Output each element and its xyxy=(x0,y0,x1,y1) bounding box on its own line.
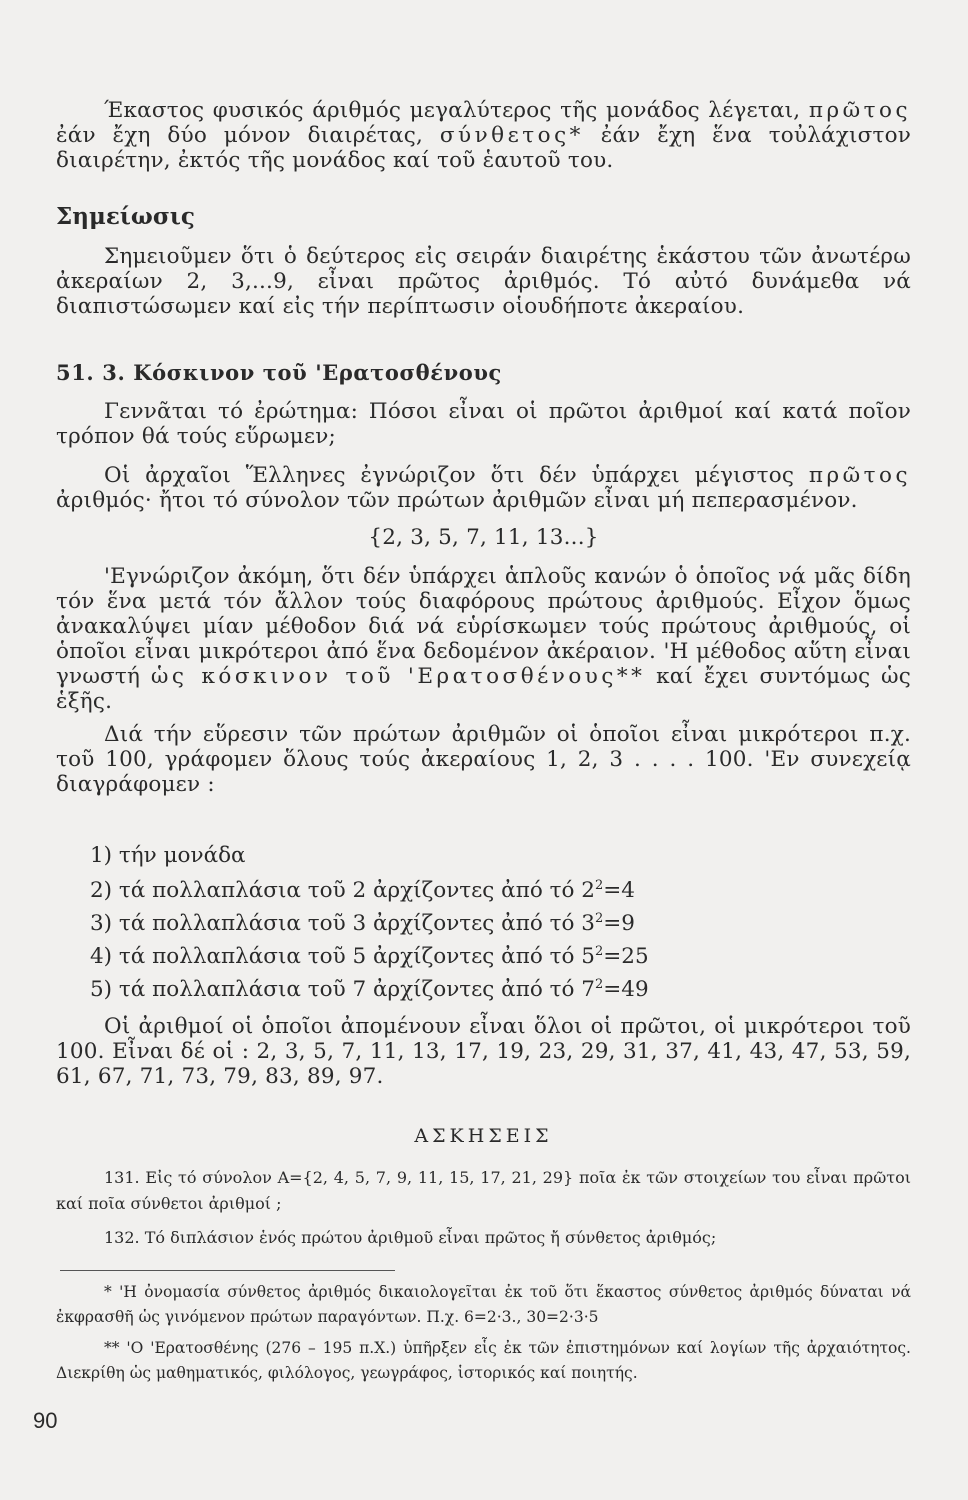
section-number: 51. 3. xyxy=(56,360,126,385)
step-item: 1) τήν μονάδα xyxy=(90,843,246,868)
section-paragraph-1: Γεννᾶται τό ἐρώτημα: Πόσοι εἶναι οἱ πρῶτοι ἀριθμοί καί κατά ποῖον τρόπον θά τούς εὕρωμεν; xyxy=(56,399,911,449)
exercises-heading: ΑΣΚΗΣΕΙΣ xyxy=(414,1125,553,1147)
section-title: Κόσκινον τοῦ 'Ερατοσθένους xyxy=(133,360,502,385)
section-paragraph-4: Διά τήν εὕρεσιν τῶν πρώτων ἀριθμῶν οἱ ὁποῖοι εἶναι μικρότεροι π.χ. τοῦ 100, γράφομεν ὅλους τούς ἀκεραίους 1, 2, 3 . . . . 100. 'Εν συνεχείᾳ διαγράφομεν : xyxy=(56,722,911,797)
p3-text-1: 'Εγνώριζον ἀκόμη, ὅτι δέν ὑπάρχει ἁπλοῦς κανών ὁ ὁποῖος νά μᾶς δίδη τόν ἕνα μετά τόν ἄλλον τούς διαφόρους πρώτους ἀριθμούς. Εἶχον ὅμως ἀνακαλύψει μίαν μέθοδον διά νά εὑρίσκωμεν τούς πρώτους ἀριθμούς, οἱ ὁποῖοι εἶναι μικρότεροι ἀπό ἕνα δεδομένον ἀκέραιον. 'Η μέθοδος αὕτη εἶναι γνωστή xyxy=(56,564,911,689)
step-item: 2) τά πολλαπλάσια τοῦ 2 ἀρχίζοντες ἀπό τό $2^2=4$ xyxy=(90,877,635,903)
section-paragraph-3 xyxy=(56,564,911,714)
exercises-block xyxy=(56,1124,911,1251)
note-heading: Σημείωσις xyxy=(56,203,195,230)
footnote-item: ** 'Ο 'Ερατοσθένης (276 – 195 π.Χ.) ὑπῆρξεν εἷς ἐκ τῶν ἐπιστημόνων καί λογίων τῆς ἀρχαιότητος. Διεκρίθη ὡς μαθηματικός, φιλόλογος, γεωγράφος, ἱστορικός καί ποιητής. xyxy=(56,1339,911,1382)
exercise-item: 131. Εἰς τό σύνολον Α={2, 4, 5, 7, 9, 11, 15, 17, 21, 29} ποῖα ἐκ τῶν στοιχείων του εἶναι πρῶτοι καί ποῖα σύνθετοι ἀριθμοί ; xyxy=(56,1168,911,1213)
section-paragraph-2 xyxy=(56,463,911,513)
p3-text-2: καί ἔχει συντόμως ὡς ἑξῆς. xyxy=(56,664,912,714)
section-heading xyxy=(56,360,911,385)
intro-text-1: Έκαστος φυσικός άριθμός μεγαλύτερος τῆς μονάδος λέγεται, xyxy=(104,98,809,123)
intro-text-2: ἐάν ἔχη δύο μόνον διαιρέτας, xyxy=(56,123,440,148)
p2-text-2: ἀριθμός· ἤτοι τό σύνολον τῶν πρώτων ἀριθμῶν εἶναι μή πεπερασμένον. xyxy=(56,488,858,513)
p2-term: πρῶτος xyxy=(808,463,911,488)
term-prime: πρῶτος xyxy=(808,98,911,123)
prime-set: {2, 3, 5, 7, 11, 13...} xyxy=(368,525,599,550)
step-item: 5) τά πολλαπλάσια τοῦ 7 ἀρχίζοντες ἀπό τό $7^2=49$ xyxy=(90,976,649,1002)
intro-paragraph xyxy=(56,98,911,173)
primes-result xyxy=(56,1014,911,1089)
note-text: Σημειοῦμεν ὅτι ὁ δεύτερος εἰς σειράν διαιρέτης ἑκάστου τῶν ἀνωτέρω ἀκεραίων 2, 3,...9, εἶναι πρῶτος ἀριθμός. Τό αὐτό δυνάμεθα νά διαπιστώσωμεν καί εἰς τήν περίπτωσιν οἱουδήποτε ἀκεραίου. xyxy=(56,244,911,319)
section-51-3 xyxy=(56,360,911,797)
footnote-item: * 'Η ὀνομασία σύνθετος ἀριθμός δικαιολογεῖται ἐκ τοῦ ὅτι ἕκαστος σύνθετος ἀριθμός δύναται νά ἐκφρασθῆ ὡς γινόμενον πρώτων παραγόντων. Π.χ. 6=2·3., 30=2·3·5 xyxy=(56,1283,911,1326)
term-composite: σύνθετος* xyxy=(439,123,584,148)
intro-text-3: ἐάν ἔχη ἕνα τοὐλάχιστον διαιρέτην, ἐκτός τῆς μονάδος καί τοῦ ἑαυτοῦ του. xyxy=(56,123,911,173)
footnotes-block xyxy=(56,1280,911,1386)
note-block xyxy=(56,203,911,319)
page-number: 90 xyxy=(33,1408,58,1433)
primes-paragraph: Οἱ ἀριθμοί οἱ ὁποῖοι ἀπομένουν εἶναι ὅλοι οἱ πρῶτοι, οἱ μικρότεροι τοῦ 100. Εἶναι δέ οἱ : 2, 3, 5, 7, 11, 13, 17, 19, 23, 29, 31, 37, 41, 43, 47, 53, 59, 61, 67, 71, 73, 79, 83, 89, 97. xyxy=(56,1014,911,1089)
p2-text-1: Οἱ ἀρχαῖοι Ἕλληνες ἐγνώριζον ὅτι δέν ὑπάρχει μέγιστος xyxy=(104,463,809,488)
step-item: 4) τά πολλαπλάσια τοῦ 5 ἀρχίζοντες ἀπό τό $5^2=25$ xyxy=(90,943,649,969)
exercise-item: 132. Τό διπλάσιον ἑνός πρώτου ἀριθμοῦ εἶναι πρῶτος ἤ σύνθετος ἀριθμός; xyxy=(104,1228,717,1247)
footnote-divider xyxy=(60,1270,395,1271)
step-item: 3) τά πολλαπλάσια τοῦ 3 ἀρχίζοντες ἀπό τό $3^2=9$ xyxy=(90,910,635,936)
p3-term: ὡς κόσκινον τοῦ 'Ερατοσθένους** xyxy=(150,664,646,689)
